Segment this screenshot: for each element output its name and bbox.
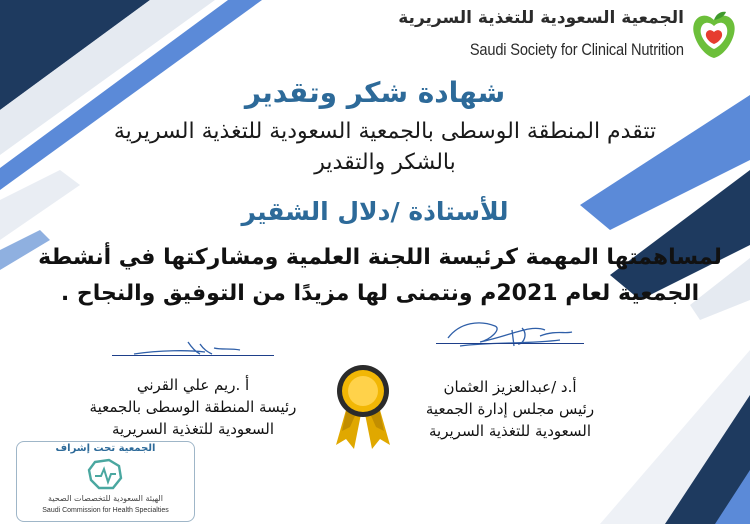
society-logo <box>398 4 742 66</box>
certificate-title: شهادة شكر وتقدير <box>244 76 506 109</box>
signatory-right-role-2: السعودية للتغذية السريرية <box>429 422 591 440</box>
supervision-label: الجمعية تحت إشراف <box>55 443 156 454</box>
signatory-left <box>80 374 306 440</box>
signatory-left-name: أ .ريم علي القرني <box>136 376 250 394</box>
intro-line-1: تتقدم المنطقة الوسطى بالجمعية السعودية للتغذية السريرية <box>113 119 657 144</box>
gold-medal-icon <box>332 363 394 451</box>
body-paragraph <box>30 240 730 312</box>
signature-left-line <box>112 355 274 356</box>
signatory-right-role-1: رئيس مجلس إدارة الجمعية <box>425 400 595 418</box>
body-line-1: لمساهمتها المهمة كرئيسة اللجنة العلمية ومشاركتها في أنشطة <box>38 245 722 270</box>
apple-heart-icon <box>690 8 738 62</box>
signature-right <box>440 316 580 356</box>
supervision-badge <box>16 441 195 522</box>
commission-map-icon <box>85 456 125 492</box>
intro-paragraph <box>40 116 730 178</box>
logo-arabic-name: الجمعية السعودية للتغذية السريرية <box>398 8 684 28</box>
body-line-2: الجمعية لعام 2021م ونتمنى لها مزيدًا من التوفيق والنجاح . <box>60 281 700 306</box>
signatory-right-name: أ.د /عبدالعزيز العثمان <box>443 378 577 396</box>
commission-english-name: Saudi Commission for Health Specialties <box>42 507 169 514</box>
signatory-right <box>400 376 620 442</box>
signature-right-line <box>436 343 584 344</box>
signatory-left-role-1: رئيسة المنطقة الوسطى بالجمعية <box>89 398 297 416</box>
intro-line-2: بالشكر والتقدير <box>314 150 456 175</box>
signatory-left-role-2: السعودية للتغذية السريرية <box>112 420 274 438</box>
commission-arabic-name: الهيئة السعودية للتخصصات الصحية <box>48 494 163 503</box>
logo-english-name: Saudi Society for Clinical Nutrition <box>469 40 684 59</box>
signature-left <box>130 338 260 362</box>
recipient-name: للأستاذة /دلال الشقير <box>241 197 509 226</box>
